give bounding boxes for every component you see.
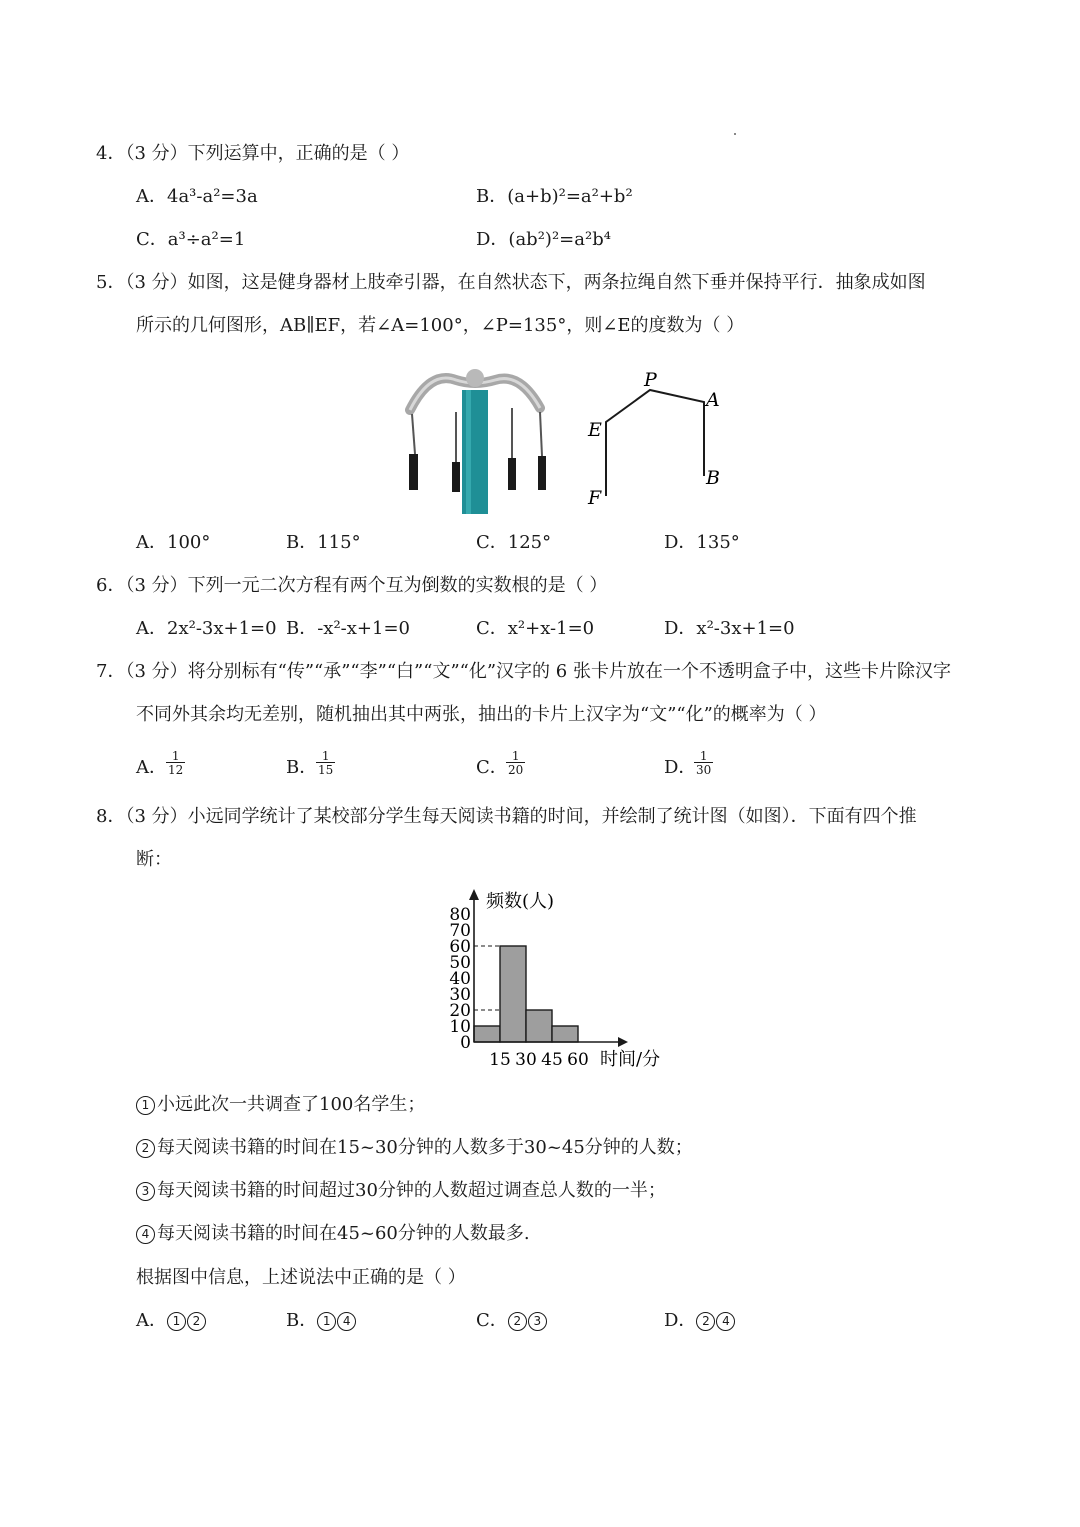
histogram-bar (474, 1026, 500, 1042)
label-a: A (706, 389, 720, 411)
fraction-numerator: 1 (699, 749, 708, 763)
y-tick-label: 30 (449, 985, 471, 1005)
option-letter: B． (286, 1310, 318, 1331)
y-tick-label: 50 (449, 953, 471, 973)
statement-text: 每天阅读书籍的时间在45~60分钟的人数最多. (157, 1223, 530, 1244)
histogram-bar (500, 946, 526, 1042)
circled-number: 2 (187, 1312, 206, 1331)
y-tick-label: 0 (460, 1033, 471, 1053)
circled-number: 2 (508, 1312, 527, 1331)
histogram-bar (552, 1026, 578, 1042)
y-tick-label: 40 (449, 969, 471, 989)
equipment-pole (462, 390, 488, 514)
fraction-numerator: 1 (321, 749, 330, 763)
statement-text: 每天阅读书籍的时间超过30分钟的人数超过调查总人数的一半； (157, 1180, 666, 1201)
q5-stem-line2: 所示的几何图形，AB∥EF，若∠A=100°，∠P=135°，则∠E的度数为（ ） (136, 315, 745, 336)
y-tick-label: 80 (449, 905, 471, 925)
fraction-denominator: 20 (508, 763, 524, 777)
q8-stem-line1: 8．（3 分）小远同学统计了某校部分学生每天阅读书籍的时间，并绘制了统计图（如图）．下面有四个推 (96, 806, 917, 827)
y-tick-label: 20 (449, 1001, 471, 1021)
fraction-numerator: 1 (171, 749, 180, 763)
statement-2 (136, 1139, 693, 1158)
circled-number: 2 (696, 1312, 715, 1331)
option-letter: A． (136, 1310, 167, 1331)
statement-3 (136, 1182, 666, 1201)
histogram-bars (474, 946, 578, 1042)
y-tick-label: 10 (449, 1017, 471, 1037)
statement-text: 每天阅读书籍的时间在15~30分钟的人数多于30~45分钟的人数； (157, 1137, 693, 1158)
label-p: P (644, 369, 657, 391)
q7-option-c-fraction (506, 750, 525, 776)
q5-option-c: C．125° (476, 532, 552, 553)
x-tick-labels (489, 1050, 589, 1070)
y-tick-labels (449, 905, 471, 1053)
fitness-equipment-photo (400, 362, 550, 514)
q4-option-a: A．4a³-a²=3a (136, 186, 258, 207)
q4-option-b: B．(a+b)²=a²+b² (476, 186, 633, 207)
statement-4 (136, 1225, 530, 1244)
q8-question: 根据图中信息，上述说法中正确的是（ ） (136, 1267, 466, 1288)
y-tick-label: 70 (449, 921, 471, 941)
q8-stem-line2: 断： (136, 849, 172, 870)
label-f: F (588, 487, 602, 509)
fraction-denominator: 12 (168, 763, 184, 777)
q6-option-a: A．2x²-3x+1=0 (136, 618, 277, 639)
option-letter: D． (664, 1310, 697, 1331)
q5-option-b: B．115° (286, 532, 361, 553)
handle-middle-right (508, 458, 516, 490)
handle-left (409, 454, 418, 490)
option-letter: C． (476, 1310, 508, 1331)
q8-option-d (664, 1312, 736, 1331)
x-axis-label: 时间/分 (600, 1049, 661, 1070)
reading-time-histogram (440, 886, 670, 1072)
q5-stem-line1: 5．（3 分）如图，这是健身器材上肢牵引器，在自然状态下，两条拉绳自然下垂并保持平行．抽象成如图 (96, 272, 926, 293)
fraction-denominator: 15 (318, 763, 334, 777)
q4-option-c: C．a³÷a²=1 (136, 229, 246, 250)
x-tick-label: 30 (515, 1050, 537, 1070)
q7-option-d-fraction (694, 750, 713, 776)
handle-middle-left (452, 462, 460, 492)
x-tick-label: 15 (489, 1050, 511, 1070)
x-tick-label: 60 (567, 1050, 589, 1070)
circled-number: 1 (167, 1312, 186, 1331)
q4-stem: 4．（3 分）下列运算中，正确的是（ ） (96, 143, 410, 164)
q6-option-c: C．x²+x-1=0 (476, 618, 595, 639)
statement-1 (136, 1096, 425, 1115)
histogram-bar (526, 1010, 552, 1042)
q7-option-b-fraction (316, 750, 335, 776)
speck (734, 133, 736, 135)
circled-number: 3 (528, 1312, 547, 1331)
q8-option-b (286, 1312, 357, 1331)
geometry-figure (580, 366, 730, 512)
circled-number: 1 (317, 1312, 336, 1331)
circled-number: 1 (136, 1096, 155, 1115)
circled-number: 4 (136, 1225, 155, 1244)
label-e: E (588, 419, 602, 441)
q5-option-a: A．100° (136, 532, 211, 553)
circled-number: 2 (136, 1139, 155, 1158)
q7-stem-line1: 7．（3 分）将分别标有“传”“承”“李”“白”“文”“化”汉字的 6 张卡片放在一个不透明盒子中，这些卡片除汉字 (96, 661, 951, 682)
circled-number: 4 (337, 1312, 356, 1331)
q8-option-c (476, 1312, 548, 1331)
q6-option-d: D．x²-3x+1=0 (664, 618, 795, 639)
q8-option-a (136, 1312, 207, 1331)
q5-option-d: D．135° (664, 532, 740, 553)
fraction-numerator: 1 (511, 749, 520, 763)
q6-option-b: B．-x²-x+1=0 (286, 618, 410, 639)
x-axis-arrow-icon (618, 1037, 628, 1047)
polyline-fepab (606, 390, 704, 496)
q6-stem: 6．（3 分）下列一元二次方程有两个互为倒数的实数根的是（ ） (96, 575, 608, 596)
x-tick-label: 45 (541, 1050, 563, 1070)
y-axis-label: 频数(人) (486, 891, 555, 912)
y-tick-label: 60 (449, 937, 471, 957)
q7-option-d-letter: D． (664, 757, 697, 778)
q7-option-b-letter: B． (286, 757, 318, 778)
circled-number: 4 (716, 1312, 735, 1331)
q7-option-a-letter: A． (136, 757, 167, 778)
fraction-denominator: 30 (696, 763, 712, 777)
q7-stem-line2: 不同外其余均无差别，随机抽出其中两张，抽出的卡片上汉字为“文”“化”的概率为（ ） (136, 704, 827, 725)
circled-number: 3 (136, 1182, 155, 1201)
handle-right (538, 456, 546, 490)
q7-option-c-letter: C． (476, 757, 508, 778)
statement-text: 小远此次一共调查了100名学生； (157, 1094, 426, 1115)
q7-option-a-fraction (166, 750, 185, 776)
label-b: B (706, 467, 720, 489)
q4-option-d: D．(ab²)²=a²b⁴ (476, 229, 611, 250)
y-axis-arrow-icon (469, 889, 479, 900)
